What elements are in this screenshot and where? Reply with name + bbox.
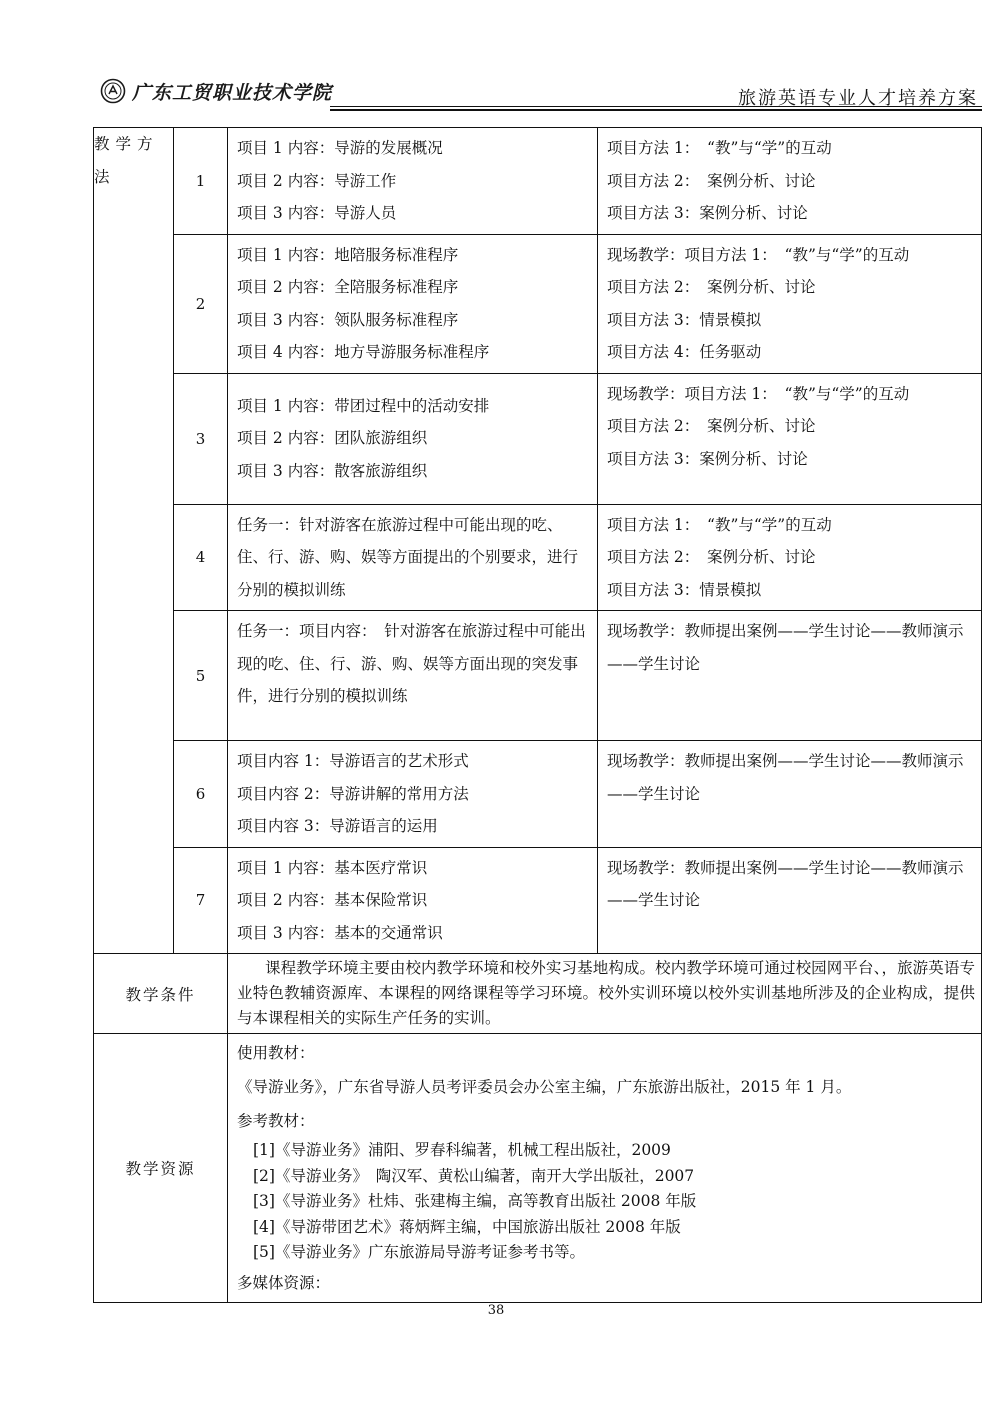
content-text: 任务一：项目内容： 针对游客在旅游过程中可能出现的吃、住、行、游、购、娱等方面出现的突发事件，进行分别的模拟训练 bbox=[237, 622, 586, 705]
text-line: 项目方法 3：情景模拟 bbox=[607, 310, 762, 329]
table-row bbox=[94, 847, 982, 954]
table-row bbox=[94, 128, 982, 235]
text-line: 项目内容 1：导游语言的艺术形式 bbox=[237, 752, 469, 770]
course-table bbox=[93, 127, 982, 1303]
row-number: 2 bbox=[174, 234, 228, 373]
conditions-row bbox=[94, 954, 982, 1034]
page-header bbox=[100, 70, 982, 110]
content-lines bbox=[228, 741, 597, 847]
content-cell bbox=[228, 373, 598, 504]
content-lines bbox=[228, 235, 597, 373]
method-cell bbox=[598, 847, 982, 954]
text-line: 项目方法 3：案例分析、讨论 bbox=[607, 449, 808, 468]
text-line: 项目 2 内容：导游工作 bbox=[237, 171, 397, 190]
school-emblem-icon bbox=[100, 78, 126, 104]
content-cell bbox=[228, 741, 598, 848]
table-row bbox=[94, 504, 982, 611]
text-line: 现场教学：项目方法 1： “教”与“学”的互动 bbox=[607, 245, 910, 264]
row-number: 5 bbox=[174, 611, 228, 741]
text-line: 项目 2 内容：全陪服务标准程序 bbox=[237, 278, 459, 296]
text-line: 项目内容 3：导游语言的运用 bbox=[237, 817, 438, 835]
text-line: 项目方法 1： “教”与“学”的互动 bbox=[607, 515, 832, 534]
school-name: 广东工贸职业技术学院 bbox=[132, 81, 333, 104]
method-cell bbox=[598, 741, 982, 848]
method-lines bbox=[598, 505, 981, 611]
text-line: 项目 3 内容：基本的交通常识 bbox=[237, 923, 443, 942]
text-line: 项目 3 内容：导游人员 bbox=[237, 204, 397, 222]
conditions-label: 教学条件 bbox=[94, 954, 228, 1034]
method-lines bbox=[598, 235, 981, 373]
method-lines bbox=[598, 128, 981, 234]
method-cell bbox=[598, 504, 982, 611]
method-label: 教学方法 bbox=[94, 128, 174, 954]
text-line: 项目 2 内容：团队旅游组织 bbox=[237, 429, 428, 448]
table-row bbox=[94, 741, 982, 848]
resources-label: 教学资源 bbox=[94, 1034, 228, 1303]
document-title: 旅游英语专业人才培养方案 bbox=[738, 88, 978, 109]
method-cell bbox=[598, 373, 982, 504]
school-logo bbox=[100, 74, 332, 108]
row-number: 6 bbox=[174, 741, 228, 848]
textbook-label: 使用教材： bbox=[237, 1044, 315, 1062]
table-row bbox=[94, 373, 982, 504]
text-line: 现场教学：项目方法 1： “教”与“学”的互动 bbox=[607, 384, 910, 403]
text-line: 项目 3 内容：领队服务标准程序 bbox=[237, 310, 459, 329]
content-lines bbox=[228, 848, 597, 954]
table-row bbox=[94, 234, 982, 373]
page-number: 38 bbox=[487, 1303, 505, 1318]
text-line: 项目方法 2： 案例分析、讨论 bbox=[607, 171, 816, 190]
reference-item: [4]《导游带团艺术》蒋炳辉主编，中国旅游出版社 2008 年版 bbox=[253, 1217, 681, 1236]
text-line: 项目 1 内容：带团过程中的活动安排 bbox=[237, 396, 490, 415]
text-line: 项目方法 4：任务驱动 bbox=[607, 343, 762, 361]
table-row bbox=[94, 611, 982, 741]
row-number: 3 bbox=[174, 373, 228, 504]
reference-item: [3]《导游业务》杜炜、张建梅主编，高等教育出版社 2008 年版 bbox=[253, 1192, 697, 1210]
reference-item: [1]《导游业务》浦阳、罗春科编著，机械工程出版社，2009 bbox=[253, 1141, 671, 1159]
content-text: 任务一：针对游客在旅游过程中可能出现的吃、住、行、游、购、娱等方面提出的个别要求，进行分别的模拟训练 bbox=[237, 515, 579, 599]
header-rule-thick bbox=[330, 109, 982, 111]
reference-list bbox=[237, 1138, 973, 1266]
text-line: 项目 4 内容：地方导游服务标准程序 bbox=[237, 343, 490, 361]
row-number: 1 bbox=[174, 128, 228, 235]
text-line: 项目方法 2： 案例分析、讨论 bbox=[607, 417, 816, 435]
conditions-cell bbox=[228, 954, 982, 1034]
method-text: 现场教学：教师提出案例——学生讨论——教师演示——学生讨论 bbox=[607, 858, 964, 909]
text-line: 项目方法 1： “教”与“学”的互动 bbox=[607, 139, 832, 157]
row-number: 7 bbox=[174, 847, 228, 954]
resources-row bbox=[94, 1034, 982, 1303]
text-line: 项目 1 内容：导游的发展概况 bbox=[237, 139, 443, 157]
method-text: 现场教学：教师提出案例——学生讨论——教师演示——学生讨论 bbox=[607, 752, 964, 803]
content-cell bbox=[228, 504, 598, 611]
content-cell bbox=[228, 234, 598, 373]
text-line: 项目 1 内容：地陪服务标准程序 bbox=[237, 245, 459, 264]
text-line: 项目方法 2： 案例分析、讨论 bbox=[607, 548, 816, 566]
content-lines bbox=[228, 386, 597, 492]
content-lines bbox=[228, 128, 597, 234]
method-text: 现场教学：教师提出案例——学生讨论——教师演示——学生讨论 bbox=[607, 622, 964, 673]
text-line: 项目 2 内容：基本保险常识 bbox=[237, 891, 428, 909]
text-line: 项目方法 3：情景模拟 bbox=[607, 580, 762, 599]
text-line: 项目内容 2：导游讲解的常用方法 bbox=[237, 784, 469, 803]
method-cell bbox=[598, 611, 982, 741]
resources-cell bbox=[228, 1034, 982, 1303]
textbook-entry: 《导游业务》，广东省导游人员考评委员会办公室主编，广东旅游出版社，2015 年 1 月。 bbox=[237, 1078, 852, 1096]
text-line: 项目方法 2： 案例分析、讨论 bbox=[607, 278, 816, 296]
method-cell bbox=[598, 128, 982, 235]
content-cell bbox=[228, 611, 598, 741]
reference-item: [2]《导游业务》 陶汉军、黄松山编著，南开大学出版社，2007 bbox=[253, 1166, 695, 1185]
row-number: 4 bbox=[174, 504, 228, 611]
reference-item: [5]《导游业务》广东旅游局导游考证参考书等。 bbox=[253, 1243, 585, 1261]
text-line: 项目 3 内容：散客旅游组织 bbox=[237, 461, 428, 480]
text-line: 项目 1 内容：基本医疗常识 bbox=[237, 858, 428, 877]
multimedia-label: 多媒体资源： bbox=[237, 1273, 331, 1292]
method-lines bbox=[598, 374, 981, 480]
text-line: 项目方法 3：案例分析、讨论 bbox=[607, 204, 808, 222]
content-cell bbox=[228, 128, 598, 235]
header-rule bbox=[330, 106, 982, 107]
conditions-text: 课程教学环境主要由校内教学环境和校外实习基地构成。校内教学环境可通过校园网平台、，旅游英语专业特色教辅资源库、本课程的网络课程等学习环境。校外实训环境以校外实训基地所涉及的企业构成，提供与本课程相关的实际生产任务的实训。 bbox=[237, 959, 975, 1027]
method-cell bbox=[598, 234, 982, 373]
reference-label: 参考教材： bbox=[237, 1112, 315, 1130]
content-cell bbox=[228, 847, 598, 954]
